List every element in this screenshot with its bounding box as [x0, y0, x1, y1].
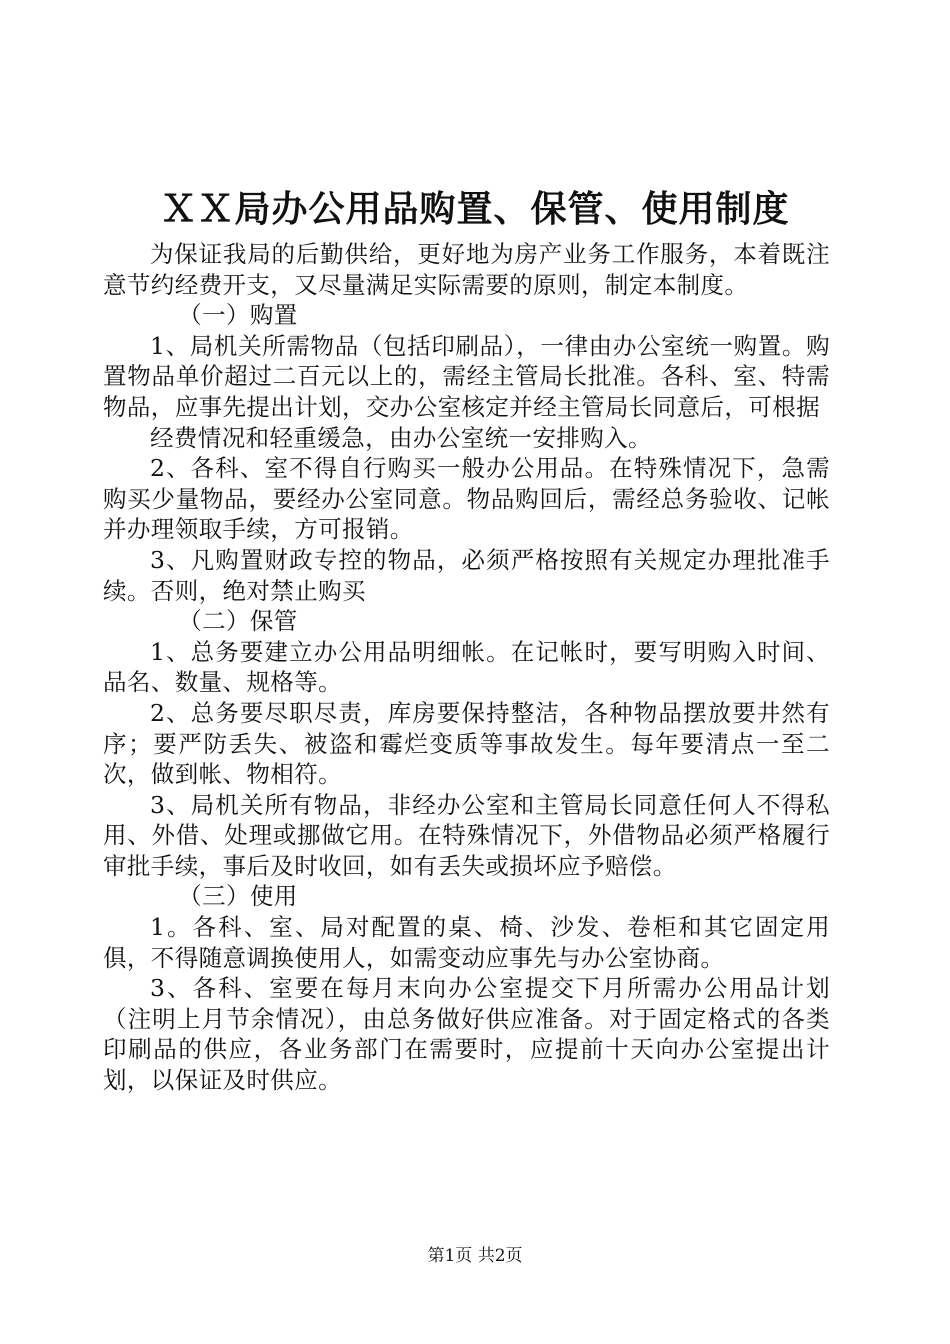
paragraph: 1。各科、室、局对配置的桌、椅、沙发、卷柜和其它固定用俱，不得随意调换使用人，如需变动应事先与办公室协商。	[103, 913, 830, 972]
document-title: ＸＸ局办公用品购置、保管、使用制度	[160, 188, 790, 230]
section-heading: （三）使用	[178, 882, 298, 911]
section-heading: （一）购置	[178, 301, 298, 330]
document-body	[103, 239, 830, 1096]
paragraph: 1、局机关所需物品（包括印刷品），一律由办公室统一购置。购置物品单价超过二百元以上的，需经主管局长批准。各科、室、特需物品，应事先提出计划，交办公室核定并经主管局长同意后，可根据	[103, 331, 830, 421]
paragraph: 2、总务要尽职尽责，库房要保持整洁，各种物品摆放要井然有序；要严防丢失、被盗和霉烂变质等事故发生。每年要清点一至二次，做到帐、物相符。	[103, 698, 830, 789]
page-number: 第1页 共2页	[427, 1246, 523, 1266]
paragraph: 经费情况和轻重缓急，由办公室统一安排购入。	[150, 423, 652, 452]
paragraph: 3、各科、室要在每月末向办公室提交下月所需办公用品计划（注明上月节余情况），由总务做好供应准备。对于固定格式的各类印刷品的供应，各业务部门在需要时，应提前十天向办公室提出计划，以保证及时供应。	[103, 974, 830, 1095]
paragraph: 3、凡购置财政专控的物品，必须严格按照有关规定办理批准手续。否则，绝对禁止购买	[103, 545, 830, 605]
paragraph: 3、局机关所有物品，非经办公室和主管局长同意任何人不得私用、外借、处理或挪做它用。在特殊情况下，外借物品必须严格履行审批手续，事后及时收回，如有丢失或损坏应予赔偿。	[103, 790, 830, 880]
paragraph: 为保证我局的后勤供给，更好地为房产业务工作服务，本着既注意节约经费开支，又尽量满足实际需要的原则，制定本制度。	[103, 240, 830, 299]
paragraph: 1、总务要建立办公用品明细帐。在记帐时，要写明购入时间、品名、数量、规格等。	[103, 637, 830, 697]
paragraph: 2、各科、室不得自行购买一般办公用品。在特殊情况下，急需购买少量物品，要经办公室同意。物品购回后，需经总务验收、记帐并办理领取手续，方可报销。	[103, 454, 830, 544]
section-heading: （二）保管	[178, 607, 298, 636]
